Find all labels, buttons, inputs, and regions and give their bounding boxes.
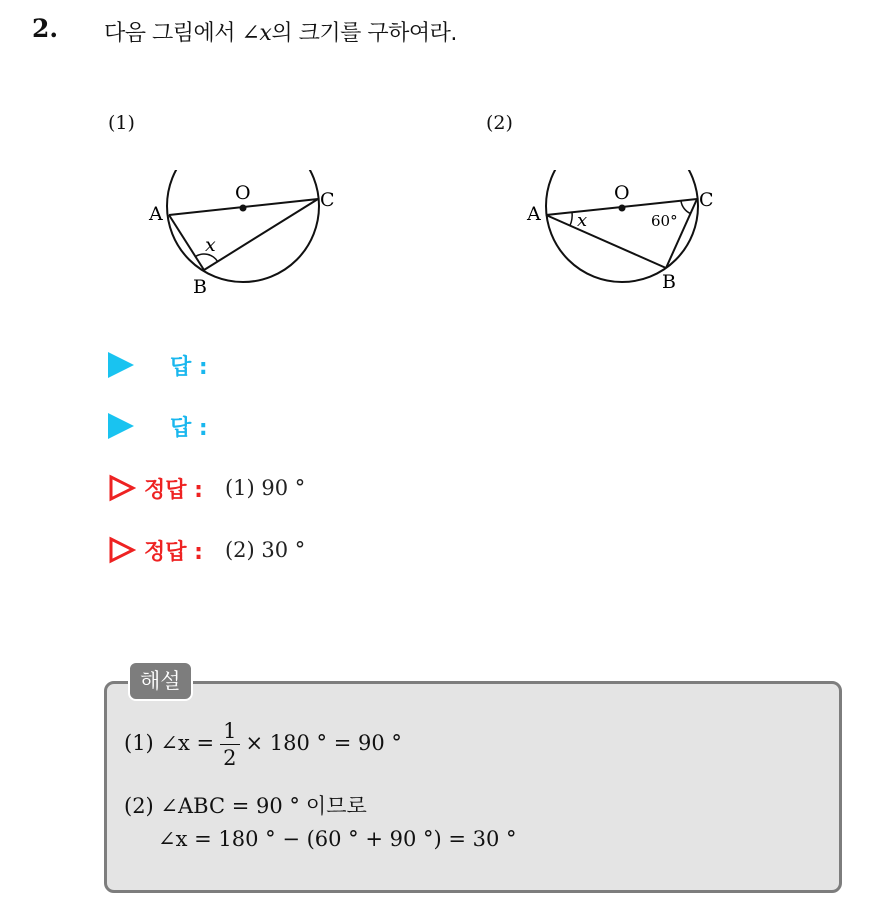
figure-1-point-b: B <box>193 276 207 298</box>
figure-1-angle-x: x <box>205 234 216 256</box>
figure-2-point-a: A <box>527 203 541 225</box>
solution-line-2 <box>124 790 367 820</box>
play-triangle-icon <box>108 352 134 378</box>
play-triangle-icon <box>108 413 134 439</box>
solution-line-1 <box>124 718 402 771</box>
figure-2-point-c: C <box>699 189 714 211</box>
figure-2-diagram <box>520 170 740 300</box>
figure-2-angle-arc-c <box>681 201 691 214</box>
question-text-after: 의 크기를 구하여라. <box>271 21 457 46</box>
figure-2-angle-x: x <box>577 210 588 231</box>
question-text <box>104 16 457 47</box>
correct-answer-label: 정답 : <box>144 477 203 503</box>
answer-label: 답 : <box>170 415 208 441</box>
fraction-numerator: 1 <box>220 718 239 745</box>
answer-label: 답 : <box>170 354 208 380</box>
figure-1-point-o: O <box>235 182 251 204</box>
solution-line-3: ∠x = 180 ° − (60 ° + 90 °) = 30 ° <box>158 827 517 851</box>
outline-triangle-icon <box>108 536 136 564</box>
figure-2-point-o: O <box>614 182 630 204</box>
figure-2-angle-arc-a <box>570 212 572 226</box>
question-angle-var: ∠x <box>241 21 272 46</box>
figure-1-point-a: A <box>149 203 163 225</box>
figure-2-chord-ab <box>546 215 666 268</box>
question-number: 2. <box>32 14 59 43</box>
figure-2-center-point <box>619 205 626 212</box>
solution-line-1-prefix: (1) ∠x = <box>124 731 215 755</box>
answer-row-1 <box>108 348 208 382</box>
figure-2-point-b: B <box>662 271 676 293</box>
solution-box <box>104 681 842 893</box>
solution-line-1-suffix: × 180 ° = 90 ° <box>245 731 402 755</box>
figure-1-point-c: C <box>320 189 335 211</box>
fraction-denominator: 2 <box>223 746 237 770</box>
correct-answer-value: (1) 90 ° <box>224 476 306 500</box>
solution-tab: 해설 <box>128 661 193 701</box>
correct-answer-row-1 <box>108 471 305 505</box>
figure-1-diagram <box>140 170 360 300</box>
answer-row-2 <box>108 409 208 443</box>
figure-2-label: (2) <box>486 112 513 134</box>
figure-1-label: (1) <box>108 112 135 134</box>
figure-2-angle-60: 60° <box>651 212 678 230</box>
figure-1-center-point <box>240 205 247 212</box>
question-text-before: 다음 그림에서 <box>104 21 242 46</box>
correct-answer-row-2 <box>108 533 305 567</box>
outline-triangle-icon <box>108 474 136 502</box>
figure-1-chord-ab <box>169 215 204 270</box>
solution-line-2-korean: 이므로 <box>305 794 367 818</box>
solution-fraction <box>220 718 239 771</box>
correct-answer-value: (2) 30 ° <box>224 538 306 562</box>
solution-line-2-prefix: (2) ∠ABC = 90 ° <box>124 794 300 818</box>
correct-answer-label: 정답 : <box>144 539 203 565</box>
